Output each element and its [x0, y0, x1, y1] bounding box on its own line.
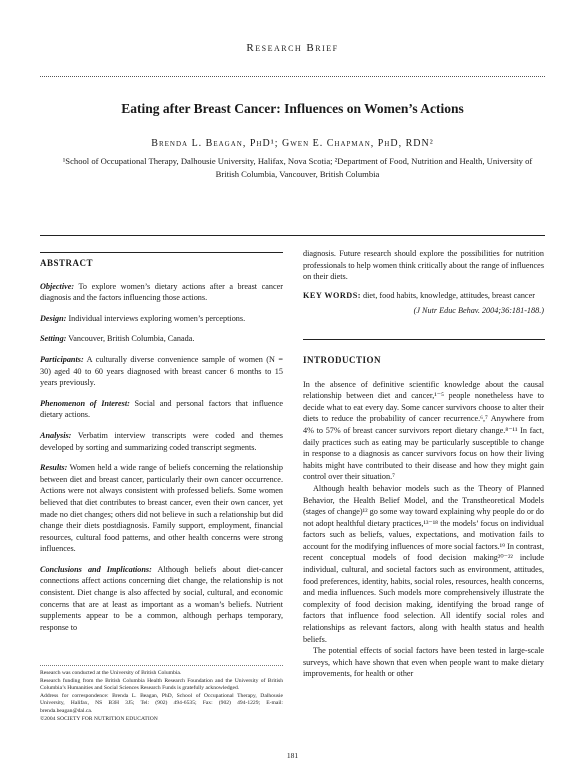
- right-column: [303, 248, 544, 680]
- journal-citation: (J Nutr Educ Behav. 2004;36:181-188.): [413, 306, 544, 316]
- abstract-results: Results: Women held a wide range of beliefs concerning the relationship between diet and breast cancer, particularly their own cancer occurrence. Actions were not always consistent with professed beliefs. Some women believed that diet contributes to breast cancer, even their own cancer, yet made no diet changes; others did not believe in such a relationship but did change their diets postdiagnosis. Family support, employment, financial resources, cultural food patterns, and other health concerns were strong influences.: [40, 463, 283, 554]
- section-label: Research Brief: [246, 42, 339, 54]
- introduction-heading: INTRODUCTION: [303, 354, 382, 365]
- abstract-top-rule: [40, 235, 545, 236]
- abstract-participants: Participants: A culturally diverse convenience sample of women (N = 30) aged 40 to 60 years diagnosed with breast cancer 6 months to 15 years previously.: [40, 354, 283, 388]
- page-number: 181: [286, 751, 299, 760]
- footnote-item: Address for correspondence: Brenda L. Beagan, PhD, School of Occupational Therapy, Dalhousie University, Halifax, NS B3H 3J5; Tel: (902) 494-6535; Fax: (902) 494-1229; E-mail: brenda.beagan@dal.ca.: [40, 692, 283, 714]
- article-authors: Brenda L. Beagan, PhD¹; Gwen E. Chapman, PhD, RDN²: [151, 138, 434, 149]
- abstract-setting: Setting: Vancouver, British Columbia, Canada.: [40, 334, 195, 344]
- introduction-paragraph-2: Although health behavior models such as the Theory of Planned Behavior, the Health Belief Model, and the Transtheoretical Models (stages of change)¹² go some way toward explaining why people do or do not adopt healthful dietary practices,¹³⁻¹⁸ the models’ focus on individual factors such as beliefs, values, expectations, and motivation fails to account for the modifying influences of more social factors.¹⁹ In contrast, recent conceptual models of food decision making²⁰⁻²² include individual, cultural, and societal factors such as environment, attitudes, food preferences, identity, habits, social roles, resources, health concerns, and media influences. Such models more comprehensively illustrate the complexity of food decision making, identifying the broad range of factors that influence food selection. All identify social roles and relationships as relevant factors, along with health status and health beliefs.: [303, 483, 544, 644]
- footnote-item: Research was conducted at the University of British Columbia.: [40, 670, 182, 676]
- abstract-design: Design: Individual interviews exploring women’s perceptions.: [40, 313, 246, 323]
- footnotes: [40, 670, 283, 723]
- introduction-paragraph-1: In the absence of definitive scientific knowledge about the causal relationship between diet and cancer,¹⁻⁵ people nonetheless have to decide what to eat every day. Some cancer survivors choose to alter their diets to reduce the probability of cancer recurrence.⁶,⁷ Anywhere from 4% to 57% of breast cancer survivors report dietary change.⁸⁻¹¹ In fact, daily practices such as eating may be particularly susceptible to change in response to a diagnosis as cancer survivors focus on how their living habits might have contributed to their disease and how they might gain control over their situation.⁷: [303, 379, 544, 482]
- footnote-item: ©2004 SOCIETY FOR NUTRITION EDUCATION: [40, 715, 158, 722]
- abstract-analysis: Analysis: Verbatim interview transcripts were coded and themes developed by sorting and summarizing coded transcript segments.: [40, 430, 283, 452]
- footnote-divider: [40, 665, 283, 666]
- header-divider: [40, 76, 545, 77]
- keywords: KEY WORDS: diet, food habits, knowledge, attitudes, breast cancer: [303, 290, 535, 300]
- article-title: Eating after Breast Cancer: Influences on Women’s Actions: [121, 101, 464, 116]
- footnote-item: Research funding from the British Columbia Health Research Foundation and the University of British Columbia’s Humanities and Social Sciences Research Funds is gratefully acknowledged.: [40, 677, 283, 692]
- abstract-phenomenon: Phenomenon of Interest: Social and personal factors that influence dietary actions.: [40, 398, 283, 420]
- article-affiliations: ¹School of Occupational Therapy, Dalhousie University, Halifax, Nova Scotia; ²Department of Food, Nutrition and Health, University of British Columbia, Vancouver, British Columbia: [62, 156, 533, 179]
- abstract-heading: ABSTRACT: [40, 258, 94, 268]
- abstract-continued: diagnosis. Future research should explore the possibilities for nutrition professionals to help women think critically about the range of influences on their diets.: [303, 249, 545, 282]
- introduction-paragraph-3: The potential effects of social factors have been tested in large-scale surveys, which have shown that even when people want to make dietary improvements, for health or other: [303, 646, 544, 679]
- abstract-left-rule: [40, 252, 283, 253]
- abstract-conclusions: Conclusions and Implications: Although beliefs about diet-cancer connections affect actions concerning diet change, the relationship is not consistent. Diet change is also affected by social, cultural, and economic concerns that are at least as important as a woman’s beliefs. Nutrient supplements appear to be a common, although perhaps temporary, response to: [40, 564, 283, 632]
- abstract-objective: Objective: To explore women’s dietary actions after a breast cancer diagnosis and the factors influencing those actions.: [40, 281, 283, 303]
- abstract-left-column: [40, 258, 283, 642]
